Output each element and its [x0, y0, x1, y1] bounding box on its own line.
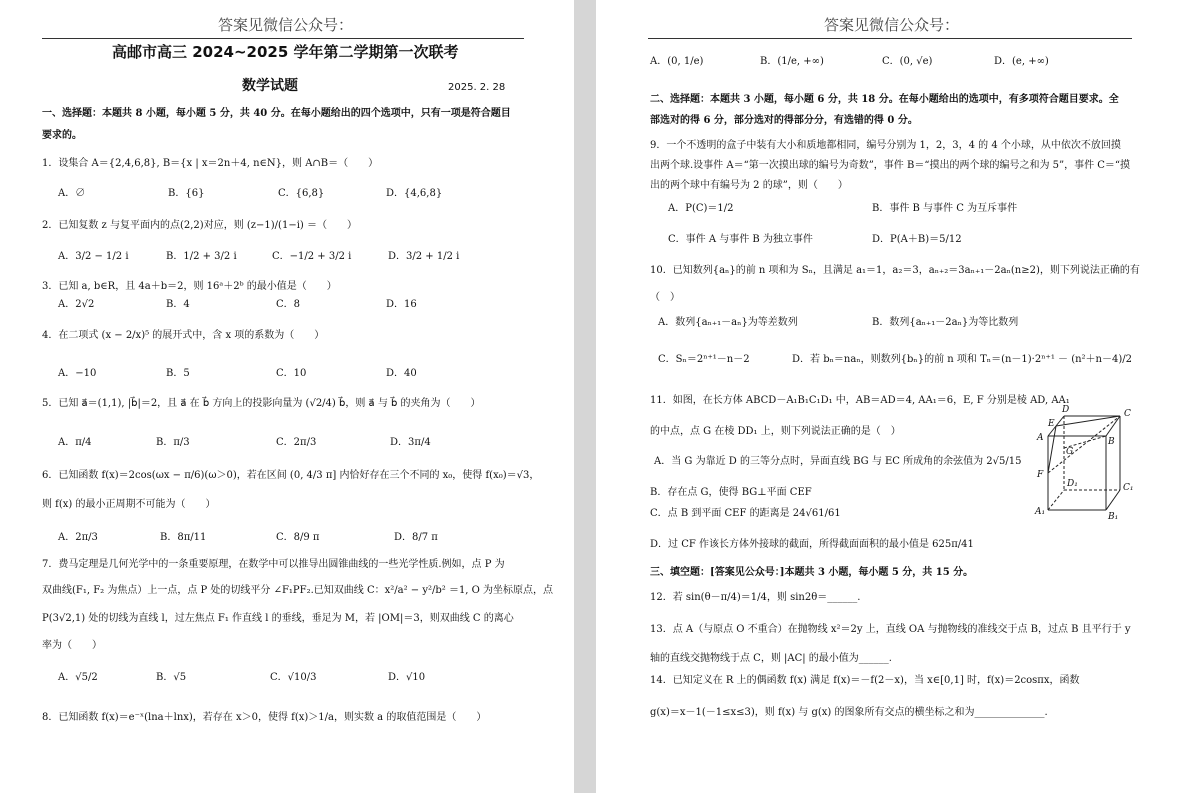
label-d: D	[1062, 405, 1070, 415]
q9-option-d: D．P(A＋B)＝5/12	[872, 234, 962, 245]
q8-option-b: B．(1/e, +∞)	[760, 56, 824, 67]
segment-ef	[1048, 426, 1056, 473]
section-2-heading-cont: 部选对的得 6 分，部分选对的得部分分，有选错的得 0 分。	[650, 115, 918, 126]
label-g: G	[1066, 447, 1074, 457]
q1-option-a: A．∅	[58, 188, 86, 199]
question-14: 14．已知定义在 R 上的偶函数 f(x) 满足 f(x)＝－f(2－x)，当 x∈[0,1] 时，f(x)＝2cosπx，函数	[650, 675, 1080, 686]
page-header: 答案见微信公众号：	[218, 16, 354, 34]
section-1-heading: 一、选择题：本题共 8 小题，每小题 5 分，共 40 分。在每小题给出的四个选项中，只有一项是符合题目	[42, 108, 511, 119]
q11-option-a: A．当 G 为靠近 D 的三等分点时，异面直线 BG 与 EC 所成角的余弦值为 2√5/15	[654, 456, 1022, 467]
cuboid-figure	[1034, 402, 1146, 524]
exam-title: 高邮市高三 2024~2025 学年第二学期第一次联考	[112, 43, 459, 61]
q3-option-b: B．4	[166, 299, 190, 310]
q6-option-d: D．8/7 π	[394, 532, 438, 543]
question-7: 7．费马定理是几何光学中的一条重要原理，在数学中可以推导出圆锥曲线的一些光学性质.例如，点 P 为	[42, 559, 505, 570]
right-page	[596, 0, 1180, 793]
q7-option-a: A．√5/2	[58, 672, 98, 683]
q3-option-d: D．16	[386, 299, 417, 310]
q1-option-c: C．{6,8}	[278, 188, 325, 199]
segment-ec	[1056, 416, 1120, 426]
question-11: 11．如图，在长方体 ABCD－A₁B₁C₁D₁ 中，AB＝AD＝4, AA₁＝6，E, F 分别是棱 AD, AA₁	[650, 395, 1070, 406]
label-e: E	[1048, 419, 1055, 429]
q4-option-a: A．−10	[58, 368, 97, 379]
label-b: B	[1108, 437, 1115, 447]
label-c1: C₁	[1123, 483, 1134, 493]
question-9-line-2: 出两个球.设事件 A＝“第一次摸出球的编号为奇数”，事件 B＝“摸出的两个球的编号之和为 5”，事件 C＝“摸	[650, 160, 1131, 171]
edge-b1c1	[1106, 490, 1120, 510]
q8-option-d: D．(e, +∞)	[994, 56, 1049, 67]
q11-option-c: C．点 B 到平面 CEF 的距离是 24√61/61	[650, 508, 841, 519]
q9-option-c: C．事件 A 与事件 B 为独立事件	[668, 234, 813, 245]
section-3-heading: 三、填空题：[答案见公众号：]本题共 3 小题，每小题 5 分，共 15 分。	[650, 567, 974, 578]
question-11-line-2: 的中点，点 G 在棱 DD₁ 上，则下列说法正确的是（ ）	[650, 426, 901, 437]
q9-option-a: A．P(C)＝1/2	[668, 203, 734, 214]
section-1-heading-cont: 要求的。	[42, 130, 82, 141]
question-10-cont: （ ）	[650, 292, 680, 303]
label-a: A	[1037, 433, 1044, 443]
q1-option-d: D．{4,6,8}	[386, 188, 443, 199]
question-5: 5．已知 a⃗＝(1,1), |b⃗|＝2，且 a⃗ 在 b⃗ 方向上的投影向量为 (√2/4) b⃗，则 a⃗ 与 b⃗ 的夹角为（ ）	[42, 398, 481, 409]
question-2: 2．已知复数 z 与复平面内的点(2,2)对应，则 (z−1)/(1−i) ＝（ ）	[42, 220, 357, 231]
q11-option-b: B．存在点 G，使得 BG⊥平面 CEF	[650, 487, 812, 498]
question-10: 10．已知数列{aₙ}的前 n 项和为 Sₙ，且满足 a₁＝1，a₂＝3，aₙ₊₂＝3aₙ₊₁－2aₙ(n≥2)，则下列说法正确的有	[650, 265, 1140, 276]
q6-option-c: C．8/9 π	[276, 532, 320, 543]
q5-option-c: C．2π/3	[276, 437, 317, 448]
q2-option-d: D．3/2 + 1/2 i	[388, 251, 460, 262]
q8-option-a: A．(0, 1/e)	[650, 56, 704, 67]
q3-option-a: A．2√2	[58, 299, 95, 310]
q5-option-a: A．π/4	[58, 437, 92, 448]
label-c: C	[1124, 409, 1131, 419]
header-rule	[42, 38, 524, 39]
label-f: F	[1037, 470, 1044, 480]
q1-option-b: B．{6}	[168, 188, 205, 199]
label-b1: B₁	[1108, 512, 1119, 522]
exam-date: 2025. 2. 28	[448, 82, 506, 93]
label-d1: D₁	[1067, 479, 1078, 489]
question-7-line-3: P(3√2,1) 处的切线为直线 l，过左焦点 F₁ 作直线 l 的垂线，垂足为 M，若 |OM|＝3，则双曲线 C 的离心	[42, 613, 514, 624]
question-6: 6．已知函数 f(x)＝2cos(ωx − π/6)(ω＞0)，若在区间 (0, 4/3 π] 内恰好存在三个不同的 x₀，使得 f(x₀)＝√3，	[42, 470, 540, 481]
question-1: 1．设集合 A＝{2,4,6,8}, B＝{x | x＝2n＋4, n∈N}，则 A∩B＝（ ）	[42, 158, 379, 169]
question-6-cont: 则 f(x) 的最小正周期不可能为（ ）	[42, 499, 216, 510]
q10-option-c: C．Sₙ＝2ⁿ⁺¹－n－2	[658, 354, 750, 365]
left-page	[0, 0, 574, 793]
q6-option-a: A．2π/3	[58, 532, 98, 543]
question-13: 13．点 A（与原点 O 不重合）在抛物线 x²＝2y 上，直线 OA 与抛物线的准线交于点 B，过点 B 且平行于 y	[650, 624, 1131, 635]
q11-option-d: D．过 CF 作该长方体外接球的截面，所得截面面积的最小值是 625π/41	[650, 539, 974, 550]
header-rule-right	[648, 38, 1132, 39]
page-gap	[574, 0, 596, 793]
q7-option-c: C．√10/3	[270, 672, 317, 683]
question-3: 3．已知 a, b∈R，且 4a＋b＝2，则 16ᵃ＋2ᵇ 的最小值是（ ）	[42, 281, 337, 292]
q2-option-a: A．3/2 − 1/2 i	[58, 251, 129, 262]
q5-option-b: B．π/3	[156, 437, 190, 448]
question-13-line-2: 轴的直线交抛物线于点 C，则 |AC| 的最小值为______.	[650, 653, 892, 664]
q4-option-d: D．40	[386, 368, 417, 379]
q10-option-b: B．数列{aₙ₊₁－2aₙ}为等比数列	[872, 317, 1019, 328]
q5-option-d: D．3π/4	[390, 437, 431, 448]
q6-option-b: B．8π/11	[160, 532, 207, 543]
question-9: 9．一个不透明的盒子中装有大小和质地都相同，编号分别为 1，2，3，4 的 4 个小球，从中依次不放回摸	[650, 140, 1121, 151]
question-14-line-2: g(x)＝x－1(－1≤x≤3)，则 f(x) 与 g(x) 的图象所有交点的横坐标之和为______________.	[650, 707, 1048, 718]
question-12: 12．若 sin(θ－π/4)＝1/4，则 sin2θ＝______.	[650, 592, 861, 603]
page-header-right: 答案见微信公众号：	[824, 16, 960, 34]
question-4: 4．在二项式 (x − 2/x)⁵ 的展开式中，含 x 项的系数为（ ）	[42, 330, 325, 341]
q4-option-c: C．10	[276, 368, 307, 379]
q8-option-c: C．(0, √e)	[882, 56, 933, 67]
q2-option-b: B．1/2 + 3/2 i	[166, 251, 237, 262]
exam-subtitle: 数学试题	[242, 78, 298, 94]
q4-option-b: B．5	[166, 368, 190, 379]
q3-option-c: C．8	[276, 299, 301, 310]
edge-a1d1	[1048, 490, 1064, 510]
q9-option-b: B．事件 B 与事件 C 为互斥事件	[872, 203, 1018, 214]
label-a1: A₁	[1035, 507, 1046, 517]
question-8: 8．已知函数 f(x)＝e⁻ˣ(lna＋lnx)，若存在 x＞0，使得 f(x)＞1/a，则实数 a 的取值范围是（ ）	[42, 712, 487, 723]
q7-option-d: D．√10	[388, 672, 426, 683]
section-2-heading: 二、选择题：本题共 3 小题，每小题 6 分，共 18 分。在每小题给出的选项中，有多项符合题目要求。全	[650, 94, 1119, 105]
q10-option-a: A．数列{aₙ₊₁－aₙ}为等差数列	[658, 317, 798, 328]
question-7-line-2: 双曲线(F₁, F₂ 为焦点）上一点，点 P 处的切线平分 ∠F₁PF₂.已知双曲线 C：x²/a² − y²/b² ＝1, O 为坐标原点，点	[42, 585, 554, 596]
q2-option-c: C．−1/2 + 3/2 i	[272, 251, 352, 262]
q7-option-b: B．√5	[156, 672, 187, 683]
question-7-line-4: 率为（ ）	[42, 640, 102, 651]
q10-option-d: D．若 bₙ＝naₙ，则数列{bₙ}的前 n 项和 Tₙ＝(n－1)·2ⁿ⁺¹ － (n²＋n－4)/2	[792, 354, 1132, 365]
question-9-line-3: 出的两个球中有编号为 2 的球”，则（ ）	[650, 180, 848, 191]
